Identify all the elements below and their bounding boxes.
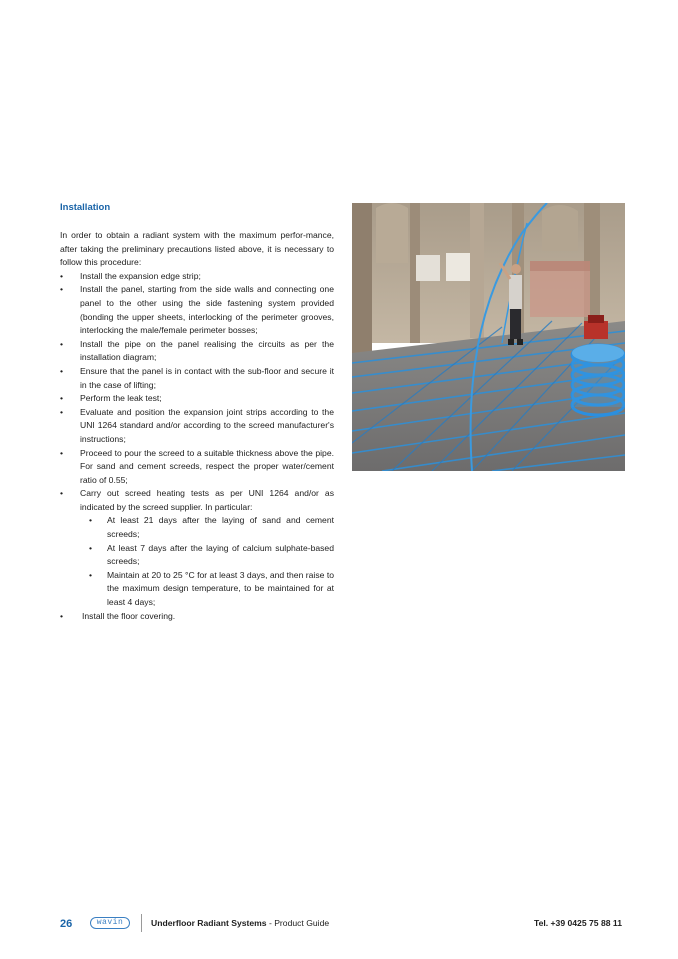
footer-title-rest: Product Guide: [274, 918, 330, 928]
list-item: • Install the panel, starting from the side walls and connecting one panel to the other using the side fastening system provided (bonding the upper sheets, interlocking of the perimeter grooves, interlocking the male/female perimeter bosses;: [60, 283, 334, 337]
footer-title-separator: -: [266, 918, 275, 928]
sub-list-item: • At least 7 days after the laying of calcium sulphate-based screeds;: [80, 542, 334, 569]
list-item: • Perform the leak test;: [60, 392, 334, 406]
list-item: • Install the expansion edge strip;: [60, 270, 334, 284]
page-footer: [0, 912, 678, 936]
list-item: • Install the pipe on the panel realising the circuits as per the installation diagram;: [60, 338, 334, 365]
list-item: • Evaluate and position the expansion joint strips according to the UNI 1264 standard and/or according to the screed manufacturer's instructions;: [60, 406, 334, 447]
footer-document-title: [151, 918, 329, 928]
installation-procedure: [60, 229, 334, 623]
footer-title-bold: Underfloor Radiant Systems: [151, 918, 267, 928]
page-number: 26: [60, 918, 73, 930]
list-item: • Install the floor covering.: [60, 610, 334, 624]
sub-list-item: • At least 21 days after the laying of sand and cement screeds;: [80, 514, 334, 541]
section-heading: Installation: [60, 202, 111, 213]
sub-list-item: • Maintain at 20 to 25 °C for at least 3 days, and then raise to the maximum design temperature, to be maintained for at least 4 days;: [80, 569, 334, 610]
list-item-with-substeps: [60, 487, 334, 609]
footer-divider: [141, 914, 142, 932]
installation-site-photo: [352, 203, 625, 471]
footer-phone: Tel. +39 0425 75 88 11: [533, 918, 622, 928]
wavin-logo: wavin: [90, 917, 130, 929]
sub-procedure-list: [80, 514, 334, 609]
list-item: • Proceed to pour the screed to a suitable thickness above the pipe. For sand and cement screeds, respect the proper water/cement ratio of 0.55;: [60, 447, 334, 488]
list-item-text: Carry out screed heating tests as per UNI 1264 and/or as indicated by the screed supplier. In particular:: [80, 488, 334, 512]
procedure-list: [60, 270, 334, 623]
list-item: • Ensure that the panel is in contact with the sub-floor and secure it in the case of lifting;: [60, 365, 334, 392]
intro-paragraph: In order to obtain a radiant system with the maximum perfor-mance, after taking the preliminary precautions listed above, it is necessary to follow this procedure:: [60, 230, 334, 268]
